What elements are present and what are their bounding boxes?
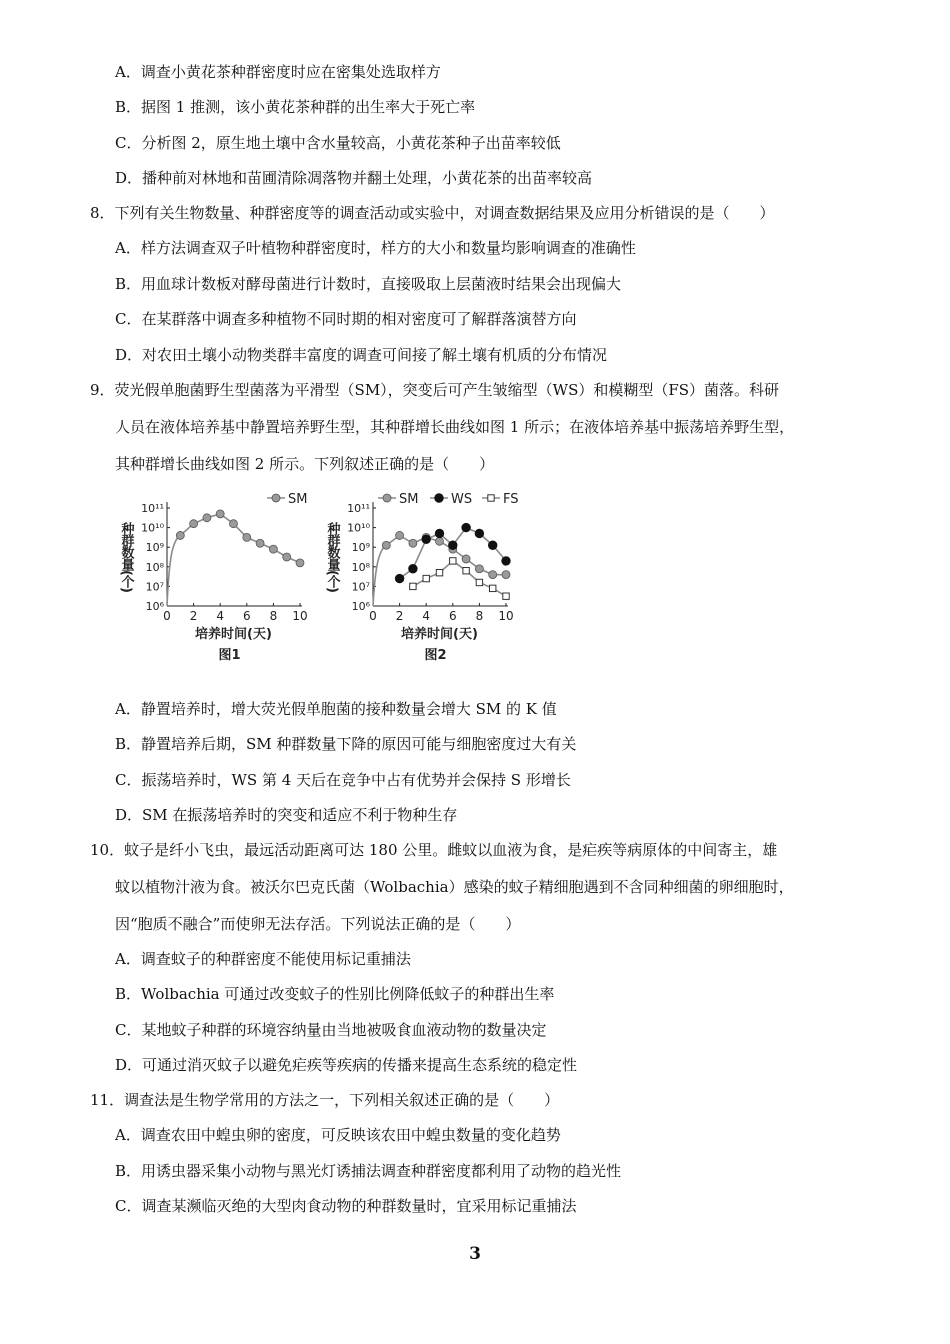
data-point — [230, 520, 238, 528]
legend-entry-sm — [267, 492, 307, 507]
q8-stem: 8．下列有关生物数量、种群密度等的调查活动或实验中，对调查数据结果及应用分析错误的是（ ） — [90, 204, 775, 222]
q9-option-d: D．SM 在振荡培养时的突变和适应不利于物种生存 — [115, 806, 458, 824]
y-tick-label: 10¹⁰ — [347, 521, 370, 535]
q7-option-c: C．分析图 2，原生地土壤中含水量较高，小黄花茶种子出苗率较低 — [115, 134, 561, 152]
q8-option-b: B．用血球计数板对酵母菌进行计数时，直接吸取上层菌液时结果会出现偏大 — [115, 275, 622, 293]
y-tick-label: 10⁶ — [351, 600, 370, 613]
legend-marker — [272, 494, 280, 502]
data-point — [396, 531, 404, 539]
q9-stem-line-1: 9．荧光假单胞菌野生型菌落为平滑型（SM），突变后可产生皱缩型（WS）和模糊型（FS）菌落。科研 — [90, 381, 780, 399]
q9-stem-line-3: 其种群增长曲线如图 2 所示。下列叙述正确的是（ ） — [115, 455, 495, 473]
data-point — [462, 523, 470, 531]
q10-option-d: D．可通过消灭蚊子以避免疟疾等疾病的传播来提高生态系统的稳定性 — [115, 1056, 578, 1074]
data-point — [450, 558, 456, 564]
data-point — [216, 510, 224, 518]
legend-marker — [488, 495, 494, 501]
x-tick-label: 6 — [448, 609, 457, 623]
q10-option-c: C．某地蚊子种群的环境容纳量由当地被吸食血液动物的数量决定 — [115, 1021, 547, 1039]
y-tick-label: 10⁷ — [351, 580, 370, 594]
q10-stem-line-3: 因“胞质不融合”而使卵无法存活。下列说法正确的是（ ） — [115, 915, 521, 933]
figure-1-chart — [112, 486, 317, 676]
y-tick-label: 10⁹ — [351, 541, 370, 555]
data-point — [475, 529, 483, 537]
legend-label: SM — [288, 492, 308, 507]
y-tick-label: 10⁸ — [145, 560, 164, 574]
data-point — [283, 553, 291, 561]
data-point — [409, 539, 417, 547]
legend-entry-fs — [482, 492, 519, 507]
data-point — [410, 583, 416, 589]
q10-option-a: A．调查蚊子的种群密度不能使用标记重捕法 — [115, 950, 411, 968]
q11-option-a: A．调查农田中蝗虫卵的密度，可反映该农田中蝗虫数量的变化趋势 — [115, 1126, 561, 1144]
data-point — [436, 569, 442, 575]
y-tick-label: 10⁹ — [145, 541, 164, 555]
q9-option-a: A．静置培养时，增大荧光假单胞菌的接种数量会增大 SM 的 K 值 — [115, 700, 557, 718]
q9-stem-line-2: 人员在液体培养基中静置培养野生型，其种群增长曲线如图 1 所示；在液体培养基中振荡培养野生型， — [115, 418, 795, 436]
y-tick-label: 10¹¹ — [141, 502, 164, 515]
x-tick-label: 10 — [498, 609, 514, 623]
data-point — [490, 585, 496, 591]
data-point — [203, 514, 211, 522]
figure-2-chart — [318, 486, 530, 676]
legend-label: FS — [503, 492, 519, 507]
x-tick-label: 4 — [422, 609, 431, 623]
x-tick-label: 6 — [242, 609, 251, 623]
data-point — [502, 571, 510, 579]
data-point — [409, 565, 417, 573]
data-point — [503, 593, 509, 599]
y-tick-label: 10⁶ — [145, 600, 164, 613]
legend-entry-sm — [378, 492, 418, 507]
data-point — [243, 533, 251, 541]
data-point — [462, 555, 470, 563]
series-sm — [167, 510, 304, 606]
q7-option-a: A．调查小黄花茶种群密度时应在密集处选取样方 — [115, 63, 441, 81]
q8-option-a: A．样方法调查双子叶植物种群密度时，样方的大小和数量均影响调查的准确性 — [115, 239, 636, 257]
x-tick-label: 2 — [395, 609, 404, 623]
data-point — [256, 539, 264, 547]
legend-label: SM — [399, 492, 419, 507]
data-point — [502, 557, 510, 565]
data-point — [296, 559, 304, 567]
data-point — [449, 541, 457, 549]
x-tick-label: 10 — [292, 609, 308, 623]
data-point — [190, 520, 198, 528]
q8-option-d: D．对农田土壤小动物类群丰富度的调查可间接了解土壤有机质的分布情况 — [115, 346, 608, 364]
figure-caption: 图2 — [424, 648, 447, 663]
q7-option-b: B．据图 1 推测，该小黄花茶种群的出生率大于死亡率 — [115, 98, 476, 116]
q9-option-b: B．静置培养后期，SM 种群数量下降的原因可能与细胞密度过大有关 — [115, 735, 577, 753]
x-tick-label: 0 — [369, 609, 377, 623]
legend-marker — [383, 494, 391, 502]
y-tick-label: 10⁷ — [145, 580, 164, 594]
figure-caption: 图1 — [218, 648, 241, 663]
x-tick-label: 8 — [475, 609, 484, 623]
q11-stem: 11．调查法是生物学常用的方法之一，下列相关叙述正确的是（ ） — [90, 1091, 560, 1109]
q11-option-b: B．用诱虫器采集小动物与黑光灯诱捕法调查种群密度都利用了动物的趋光性 — [115, 1162, 622, 1180]
data-point — [395, 574, 403, 582]
q7-option-d: D．播种前对林地和苗圃清除凋落物并翻土处理，小黄花茶的出苗率较高 — [115, 169, 593, 187]
data-point — [382, 541, 390, 549]
y-tick-label: 10¹⁰ — [141, 521, 164, 535]
x-tick-label: 8 — [269, 609, 278, 623]
data-point — [489, 571, 497, 579]
x-axis-label: 培养时间(天) — [195, 627, 272, 642]
data-point — [422, 535, 430, 543]
q10-stem-line-1: 10．蚊子是纤小飞虫，最远活动距离可达 180 公里。雌蚊以血液为食，是疟疾等病原体的中间寄主，雄 — [90, 841, 778, 859]
x-tick-label: 2 — [189, 609, 198, 623]
y-axis-label: 种群数量(个) — [118, 522, 134, 592]
data-point — [436, 537, 444, 545]
page-number: 3 — [469, 1244, 481, 1264]
data-point — [269, 545, 277, 553]
legend-label: WS — [451, 492, 473, 507]
x-tick-label: 0 — [163, 609, 171, 623]
q9-option-c: C．振荡培养时，WS 第 4 天后在竞争中占有优势并会保持 S 形增长 — [115, 771, 571, 789]
q8-option-c: C．在某群落中调查多种植物不同时期的相对密度可了解群落演替方向 — [115, 310, 577, 328]
x-tick-label: 4 — [216, 609, 225, 623]
q10-stem-line-2: 蚊以植物汁液为食。被沃尔巴克氏菌（Wolbachia）感染的蚊子精细胞遇到不含同种细菌的卵细胞时， — [115, 878, 794, 896]
data-point — [475, 565, 483, 573]
data-point — [476, 579, 482, 585]
x-axis-label: 培养时间(天) — [401, 627, 478, 642]
data-point — [176, 531, 184, 539]
legend-entry-ws — [430, 492, 472, 507]
data-point — [489, 541, 497, 549]
legend-marker — [435, 494, 443, 502]
q10-option-b: B．Wolbachia 可通过改变蚊子的性别比例降低蚊子的种群出生率 — [115, 985, 555, 1003]
data-point — [463, 568, 469, 574]
data-point — [423, 575, 429, 581]
q11-option-c: C．调查某濒临灭绝的大型肉食动物的种群数量时，宜采用标记重捕法 — [115, 1197, 577, 1215]
y-axis-label: 种群数量(个) — [324, 522, 340, 592]
data-point — [435, 529, 443, 537]
y-tick-label: 10⁸ — [351, 560, 370, 574]
y-tick-label: 10¹¹ — [347, 502, 370, 515]
